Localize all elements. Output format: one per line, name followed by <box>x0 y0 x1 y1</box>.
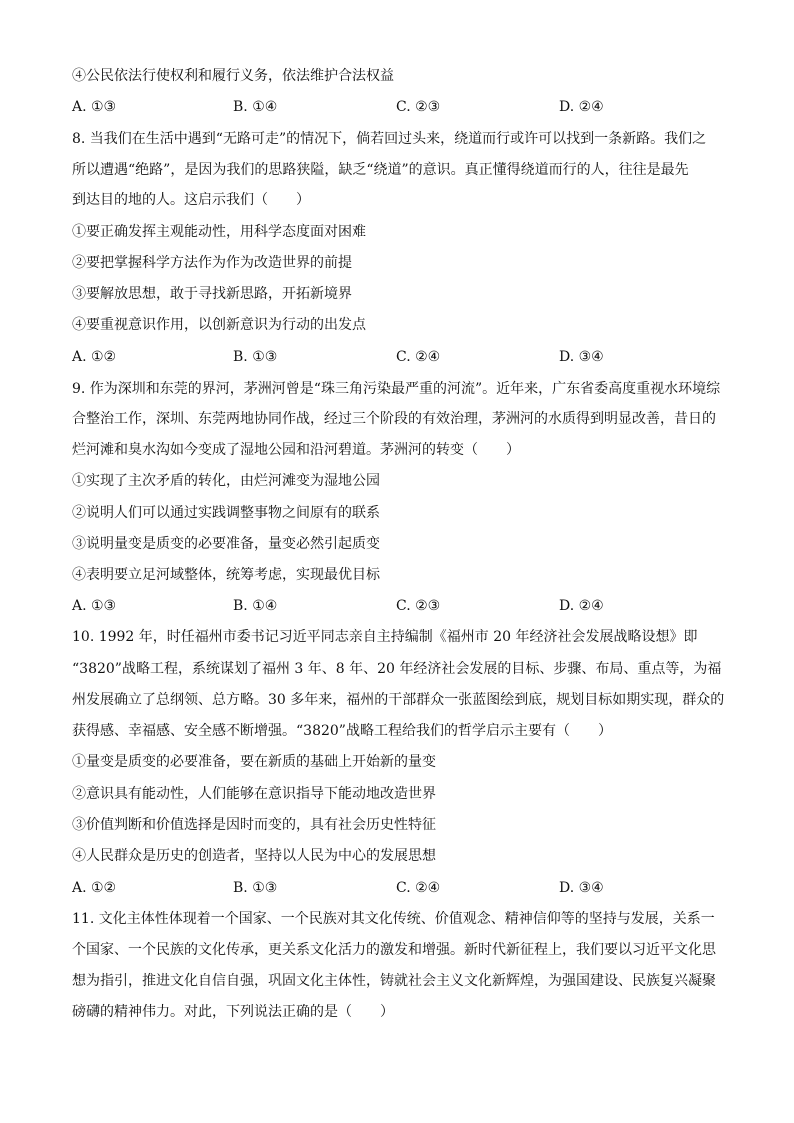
q8-option-c[interactable]: C. ②④ <box>396 349 441 365</box>
q9-stem-line-1: 9. 作为深圳和东莞的界河，茅洲河曾是“珠三角污染最严重的河流”。近年来，广东省委高度重视水环境综 <box>72 381 721 397</box>
q10-stem-line-3: 州发展确立了总纲领、总方略。30 多年来，福州的干部群众一张蓝图绘到底，规划目标如期实现，群众的 <box>72 692 725 708</box>
prev-option-c[interactable]: C. ②③ <box>396 99 441 115</box>
q11-stem-line-1: 11. 文化主体性体现着一个国家、一个民族对其文化传统、价值观念、精神信仰等的坚持与发展，关系一 <box>72 911 715 927</box>
q10-stem-line-1: 10. 1992 年，时任福州市委书记习近平同志亲自主持编制《福州市 20 年经济社会发展战略设想》即 <box>72 629 698 645</box>
q9-option-a[interactable]: A. ①③ <box>72 598 117 614</box>
q10-item-2: ②意识具有能动性，人们能够在意识指导下能动地改造世界 <box>72 786 436 802</box>
prev-option-b[interactable]: B. ①④ <box>233 99 278 115</box>
q10-stem-line-4: 获得感、幸福感、安全感不断增强。“3820”战略工程给我们的哲学启示主要有（ ） <box>72 723 612 739</box>
q9-stem-line-3: 烂河滩和臭水沟如今变成了湿地公园和沿河碧道。茅洲河的转变（ ） <box>72 442 520 458</box>
q9-item-2: ②说明人们可以通过实践调整事物之间原有的联系 <box>72 505 380 521</box>
q10-item-3: ③价值判断和价值选择是因时而变的，具有社会历史性特征 <box>72 817 436 833</box>
prev-option-d[interactable]: D. ②④ <box>559 99 604 115</box>
q10-item-1: ①量变是质变的必要准备，要在新质的基础上开始新的量变 <box>72 754 436 770</box>
q8-stem-line-2: 所以遭遇“绝路”，是因为我们的思路狭隘，缺乏“绕道”的意识。真正懂得绕道而行的人，往往是最先 <box>72 162 689 178</box>
q8-option-a[interactable]: A. ①② <box>72 349 117 365</box>
q10-item-4: ④人民群众是历史的创造者，坚持以人民为中心的发展思想 <box>72 848 436 864</box>
prev-question-item-4: ④公民依法行使权利和履行义务，依法维护合法权益 <box>72 68 394 84</box>
q8-option-d[interactable]: D. ③④ <box>559 349 604 365</box>
q9-item-3: ③说明量变是质变的必要准备，量变必然引起质变 <box>72 536 380 552</box>
q9-option-d[interactable]: D. ②④ <box>559 598 604 614</box>
q10-option-a[interactable]: A. ①② <box>72 880 117 896</box>
q11-stem-line-4: 磅礴的精神伟力。对此，下列说法正确的是（ ） <box>72 1004 394 1020</box>
q11-stem-line-3: 想为指引，推进文化自信自强，巩固文化主体性，铸就社会主义文化新辉煌，为强国建设、民族复兴凝聚 <box>72 973 716 989</box>
q10-option-b[interactable]: B. ①③ <box>233 880 278 896</box>
q10-option-c[interactable]: C. ②④ <box>396 880 441 896</box>
prev-option-a[interactable]: A. ①③ <box>72 99 117 115</box>
q10-option-d[interactable]: D. ③④ <box>559 880 604 896</box>
q9-option-c[interactable]: C. ②③ <box>396 598 441 614</box>
q8-stem-line-3: 到达目的地的人。这启示我们（ ） <box>72 192 310 208</box>
q9-stem-line-2: 合整治工作，深圳、东莞两地协同作战，经过三个阶段的有效治理，茅洲河的水质得到明显改善，昔日的 <box>72 411 716 427</box>
q8-item-2: ②要把掌握科学方法作为作为改造世界的前提 <box>72 255 352 271</box>
q8-item-1: ①要正确发挥主观能动性，用科学态度面对困难 <box>72 224 366 240</box>
q8-item-4: ④要重视意识作用，以创新意识为行动的出发点 <box>72 317 366 333</box>
q11-stem-line-2: 个国家、一个民族的文化传承，更关系文化活力的激发和增强。新时代新征程上，我们要以习近平文化思 <box>72 942 716 958</box>
q9-option-b[interactable]: B. ①④ <box>233 598 278 614</box>
q10-stem-line-2: “3820”战略工程，系统谋划了福州 3 年、8 年、20 年经济社会发展的目标、步骤、布局、重点等，为福 <box>72 661 722 677</box>
q8-item-3: ③要解放思想，敢于寻找新思路，开拓新境界 <box>72 286 352 302</box>
q8-option-b[interactable]: B. ①③ <box>233 349 278 365</box>
q9-item-1: ①实现了主次矛盾的转化，由烂河滩变为湿地公园 <box>72 473 380 489</box>
q9-item-4: ④表明要立足河域整体，统筹考虑，实现最优目标 <box>72 567 380 583</box>
q8-stem-line-1: 8. 当我们在生活中遇到“无路可走”的情况下，倘若回过头来，绕道而行或许可以找到一条新路。我们之 <box>72 131 707 147</box>
